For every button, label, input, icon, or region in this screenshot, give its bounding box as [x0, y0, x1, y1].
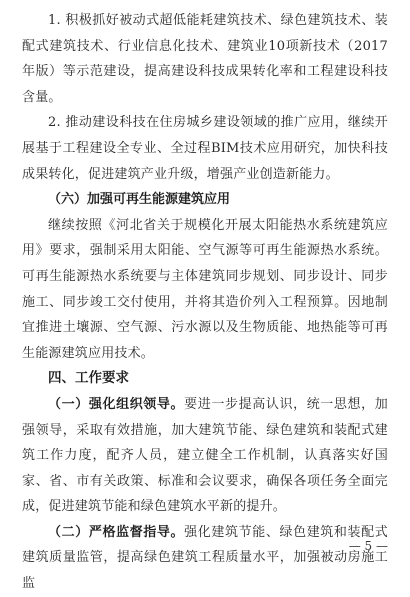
body-organization: 要进一步提高认识，统一思想，加强领导，采取有效措施，加大建筑节能、绿色建筑和装配式建筑工作力度，配齐人员，建立健全工作机制，认真落实好国家、省、市有关政策、标准和会议要求，确保各项任务全面完成，促进建筑节能和绿色建筑水平新的提升。 [22, 396, 388, 515]
paragraph-renewable-energy: 继续按照《河北省关于规模化开展太阳能热水系统建筑应用》要求，强制采用太阳能、空气源等可再生能源热水系统。可再生能源热水系统要与主体建筑同步规划、同步设计、同步施工、同步竣工交付使用，并将其造价列入工程预算。因地制宜推进土壤源、空气源、污水源以及生物质能、地热能等可再生能源建筑应用技术。 [22, 217, 388, 361]
paragraph-item-1: 1. 积极抓好被动式超低能耗建筑技术、绿色建筑技术、装配式建筑技术、行业信息化技术、建筑业10项新技术（2017年版）等示范建设，提高建设科技成果转化率和工程建设科技含量。 [22, 13, 388, 105]
subheading-renewable-energy: （六）加强可再生能源建筑应用 [48, 192, 231, 208]
lead-organization: （一）强化组织领导。 [48, 396, 185, 412]
paragraph-supervision [22, 520, 388, 597]
paragraph-organization [22, 392, 388, 520]
page-number: — 5 — [348, 539, 388, 553]
body-supervision: 强化建筑节能、绿色建筑和装配式建筑质量监管，提高绿色建筑工程质量水平，加强被动房施工监 [22, 524, 388, 592]
section-heading-work-requirements: 四、工作要求 [48, 370, 129, 387]
paragraph-item-2: 2. 推动建设科技在住房城乡建设领域的推广应用，继续开展基于工程建设全专业、全过程BIM技术应用研究，加快科技成果转化，促进建筑产业升级，增强产业创造新能力。 [22, 115, 388, 182]
lead-supervision: （二）严格监督指导。 [48, 524, 185, 540]
